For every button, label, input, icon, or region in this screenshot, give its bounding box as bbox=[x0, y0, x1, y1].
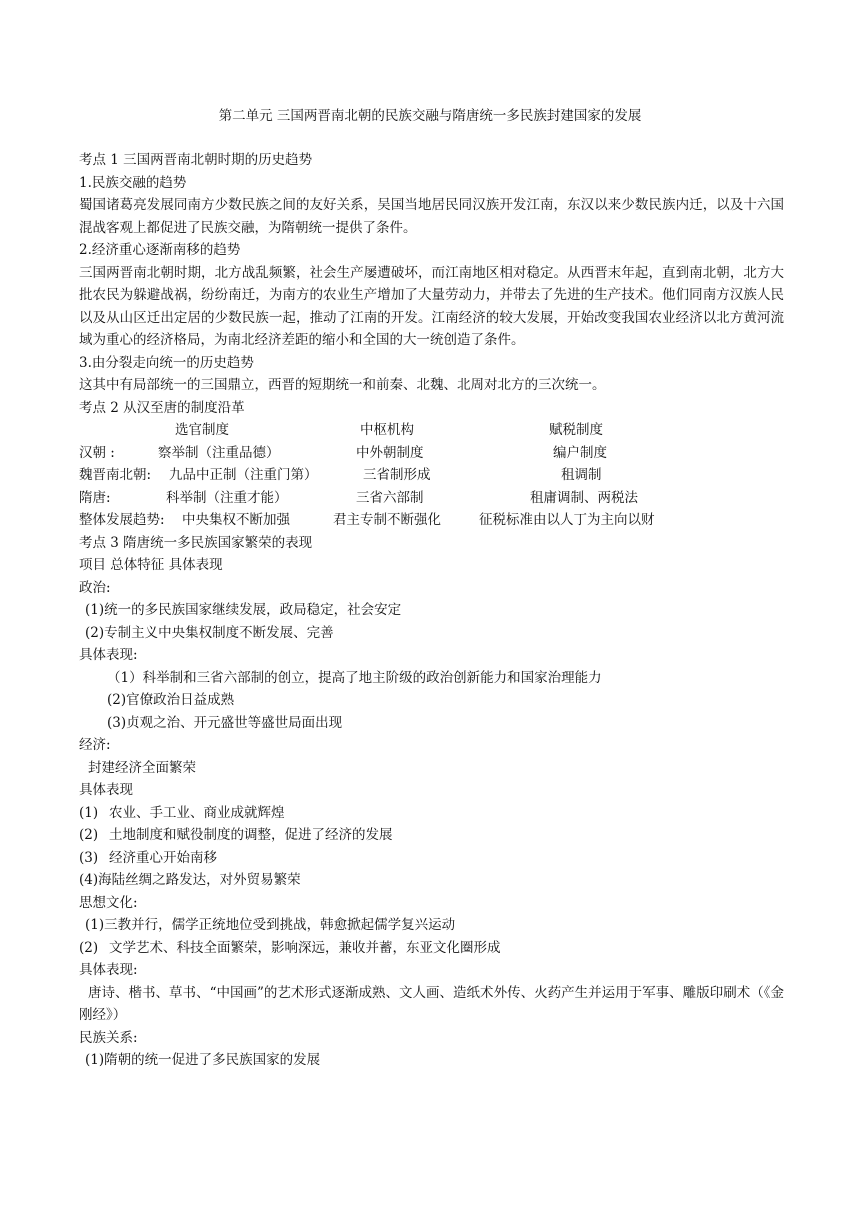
system-table-row: 整体发展趋势: 中央集权不断加强 君主专制不断强化 征税标准由以人丁为主向以财 bbox=[79, 512, 655, 528]
politics-item: (2)专制主义中央集权制度不断发展、完善 bbox=[85, 624, 334, 641]
header-tax-system: 赋税制度 bbox=[549, 422, 603, 438]
label-culture: 思想文化: bbox=[79, 894, 138, 911]
label-ethnic-relations: 民族关系: bbox=[79, 1029, 138, 1046]
paragraph-ethnic-fusion: 蜀国诸葛亮发展同南方少数民族之间的友好关系，吴国当地居民同汉族开发江南，东汉以来少数民族内迁，以及十六国混战客观上都促进了民族交融，为隋朝统一提供了条件。 bbox=[79, 197, 784, 236]
label-economy: 经济: bbox=[79, 737, 111, 753]
paragraph-unification: 这其中有局部统一的三国鼎立，西晋的短期统一和前秦、北魏、北周对北方的三次统一。 bbox=[79, 377, 606, 393]
ethnic-item: (1)隋朝的统一促进了多民族国家的发展 bbox=[85, 1052, 321, 1068]
culture-item: (2) 文学艺术、科技全面繁荣，影响深远，兼收并蓄，东亚文化圈形成 bbox=[79, 939, 501, 956]
economy-summary: 封建经济全面繁荣 bbox=[88, 759, 196, 776]
document-body bbox=[79, 149, 784, 1072]
politics-item: (1)统一的多民族国家继续发展，政局稳定，社会安定 bbox=[85, 602, 402, 618]
section-heading-1: 考点 1 三国两晋南北朝时期的历史趋势 bbox=[79, 152, 313, 168]
header-official-selection: 选官制度 bbox=[175, 422, 229, 438]
subheading-ethnic-fusion: 1.民族交融的趋势 bbox=[79, 174, 187, 191]
page-title: 第二单元 三国两晋南北朝的民族交融与隋唐统一多民族封建国家的发展 bbox=[218, 108, 642, 124]
label-specific-1: 具体表现: bbox=[79, 647, 138, 663]
label-specific-2: 具体表现 bbox=[79, 782, 133, 798]
economy-detail: (4)海陆丝绸之路发达，对外贸易繁荣 bbox=[79, 872, 301, 888]
politics-detail: （1）科举制和三省六部制的创立，提高了地主阶级的政治创新能力和国家治理能力 bbox=[107, 669, 602, 686]
subheading-unification: 3.由分裂走向统一的历史趋势 bbox=[79, 354, 254, 371]
culture-detail: 唐诗、楷书、草书、“中国画”的艺术形式逐渐成熟、文人画、造纸术外传、火药产生并运用于军事、雕版印刷术（《金刚经》） bbox=[79, 984, 784, 1023]
system-table-row: 汉朝 : 察举制（注重品德） 中外朝制度 编户制度 bbox=[79, 444, 607, 461]
section-heading-3: 考点 3 隋唐统一多民族国家繁荣的表现 bbox=[79, 534, 313, 551]
system-table-header bbox=[79, 419, 784, 442]
economy-detail: (3) 经济重心开始南移 bbox=[79, 849, 217, 866]
subheading-economic-shift: 2.经济重心逐渐南移的趋势 bbox=[79, 242, 241, 258]
section-heading-2: 考点 2 从汉至唐的制度沿革 bbox=[79, 399, 245, 416]
politics-detail: (2)官僚政治日益成熟 bbox=[107, 692, 235, 708]
system-table-row: 隋唐: 科举制（注重才能） 三省六部制 租庸调制、两税法 bbox=[79, 489, 638, 506]
politics-detail: (3)贞观之治、开元盛世等盛世局面出现 bbox=[107, 714, 343, 731]
label-politics: 政治: bbox=[79, 579, 111, 596]
header-central-organ: 中枢机构 bbox=[360, 422, 414, 438]
label-specific-3: 具体表现: bbox=[79, 962, 138, 978]
economy-detail: (1) 农业、手工业、商业成就辉煌 bbox=[79, 804, 285, 821]
culture-item: (1)三教并行，儒学正统地位受到挑战，韩愈掀起儒学复兴运动 bbox=[85, 917, 456, 933]
column-labels: 项目 总体特征 具体表现 bbox=[79, 557, 223, 573]
economy-detail: (2) 土地制度和赋役制度的调整，促进了经济的发展 bbox=[79, 827, 393, 843]
paragraph-economic-shift: 三国两晋南北朝时期，北方战乱频繁，社会生产屡遭破坏，而江南地区相对稳定。从西晋末年起，直到南北朝，北方大批农民为躲避战祸，纷纷南迁，为南方的农业生产增加了大量劳动力，并带去了先进的生产技术。他们同南方汉族人民以及从山区迁出定居的少数民族一起，推动了江南的开发。江南经济的较大发展，开始改变我国农业经济以北方黄河流域为重心的经济格局，为南北经济差距的缩小和全国的大一统创造了条件。 bbox=[79, 264, 784, 348]
system-table-row: 魏晋南北朝: 九品中正制（注重门第） 三省制形成 租调制 bbox=[79, 467, 602, 483]
